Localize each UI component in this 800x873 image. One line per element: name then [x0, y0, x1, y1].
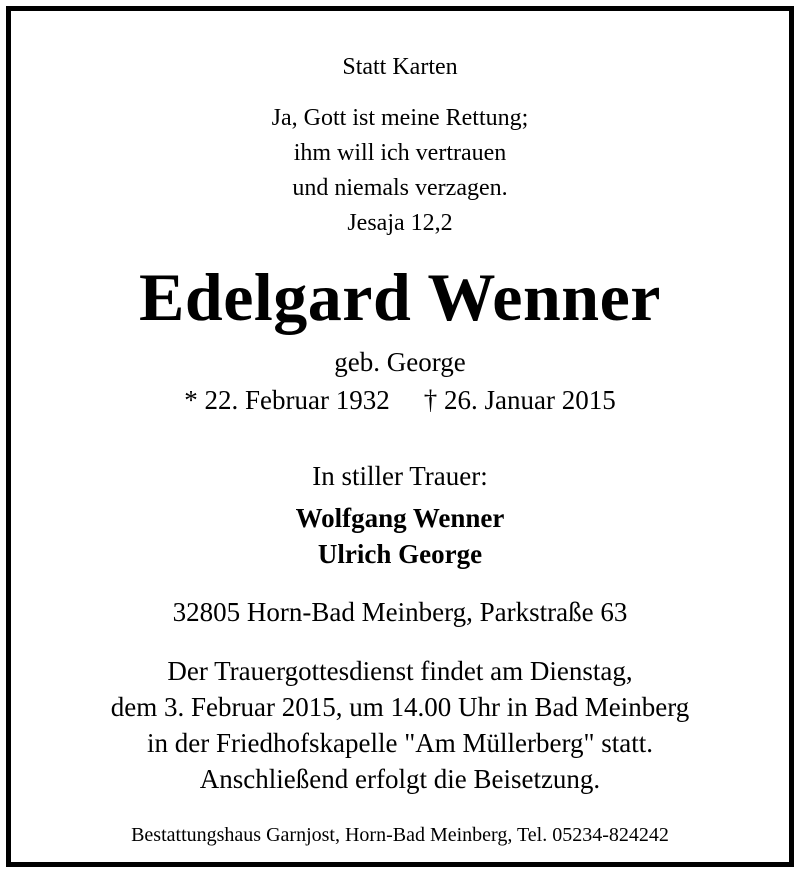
obituary-notice: [6, 6, 794, 867]
verse-reference: Jesaja 12,2: [347, 210, 453, 236]
mourning-label: In stiller Trauer:: [312, 461, 488, 491]
birth-name: geb. George: [334, 347, 466, 377]
verse-line: Ja, Gott ist meine Rettung;: [271, 105, 529, 131]
mourner-name: Wolfgang Wenner: [295, 503, 505, 533]
life-dates: [11, 387, 789, 414]
service-text-line: in der Friedhofskapelle "Am Müllerberg" statt.: [147, 728, 653, 758]
birth-date: * 22. Februar 1932: [184, 385, 390, 415]
notice-header: Statt Karten: [342, 54, 458, 80]
undertaker-info: Bestattungshaus Garnjost, Horn-Bad Meinberg, Tel. 05234-824242: [131, 824, 669, 846]
deceased-name: Edelgard Wenner: [139, 259, 661, 335]
death-date: † 26. Januar 2015: [423, 385, 616, 415]
service-text-line: Anschließend erfolgt die Beisetzung.: [199, 764, 601, 794]
family-address: 32805 Horn-Bad Meinberg, Parkstraße 63: [172, 597, 628, 627]
service-text-line: Der Trauergottesdienst findet am Dienstag,: [167, 656, 633, 686]
mourner-name: Ulrich George: [317, 539, 483, 569]
verse-line: und niemals verzagen.: [292, 175, 508, 201]
service-text-line: dem 3. Februar 2015, um 14.00 Uhr in Bad Meinberg: [110, 692, 690, 722]
verse-line: ihm will ich vertrauen: [293, 140, 507, 166]
